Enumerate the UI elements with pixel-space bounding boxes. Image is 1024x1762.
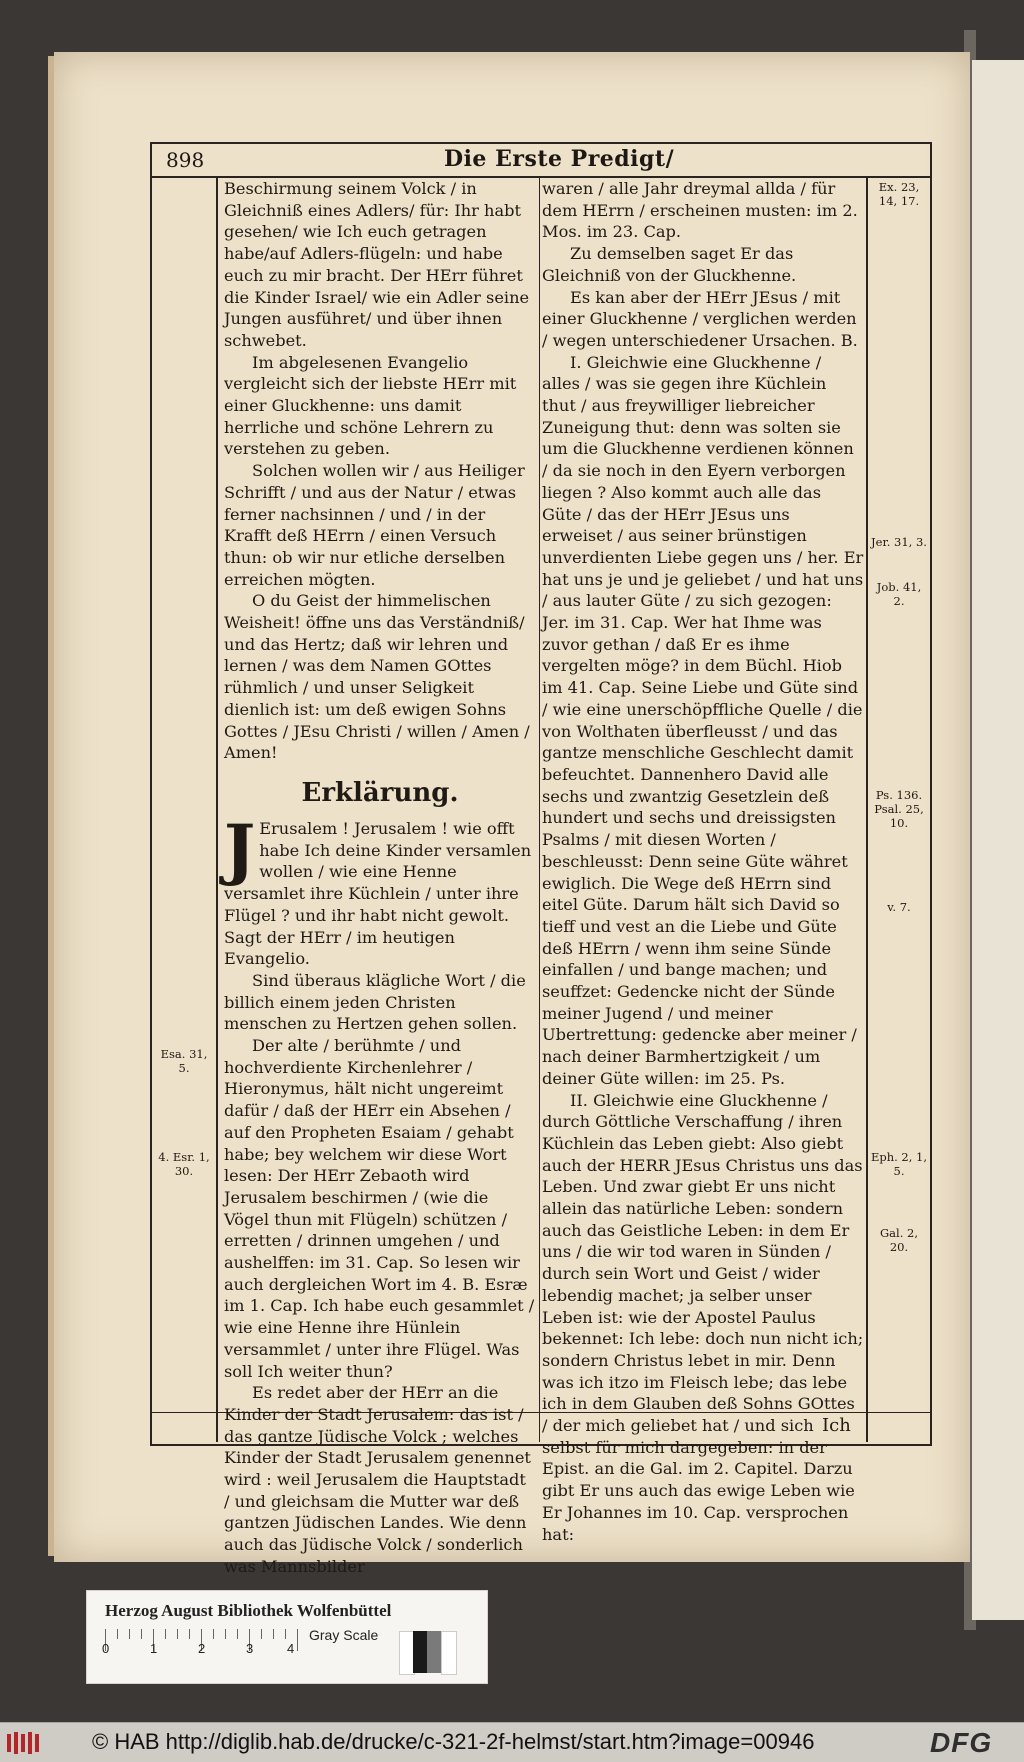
scale-ruler [105, 1629, 315, 1655]
paragraph-with-dropcap [224, 809, 536, 970]
margin-note: 4. Esr. 1, 30. [158, 1150, 210, 1178]
hab-logo-icon [6, 1730, 46, 1756]
margin-note: v. 7. [887, 900, 911, 914]
ruler-tick [129, 1629, 130, 1639]
ruler-tick [177, 1629, 178, 1639]
ruler-tick [285, 1629, 286, 1639]
ruler-tick [225, 1629, 226, 1639]
margin-note: Job. 41, 2. [876, 580, 922, 608]
paragraph: waren / alle Jahr dreymal allda / für dem HErrn / erscheinen musten: im 2. Mos. im 23. Cap. [542, 179, 858, 242]
scale-label: 4 [287, 1641, 295, 1656]
ruler-tick [141, 1629, 142, 1639]
ruler-tick [165, 1629, 166, 1639]
gray-swatch [427, 1631, 441, 1673]
paragraph: I. Gleichwie eine Gluckhenne / alles / was sie gegen ihre Küchlein thut / aus freywilliger liebreicher Zuneigung thut: denn was solten sie um die Gluckhenne verdienen können / da sie noch in den Eyern verborgen liegen ? Also kommt auch alle das Güte / das der HErr JEsus uns erweiset / aus seiner brünstigen unverdienten Liebe gegen uns / her. Er hat uns je und je geliebet / und hat uns / aus lauter Güte / zu sich gezogen: Jer. im 31. Cap. Wer hat Ihme was zuvor gethan / daß Er es ihme vergelten möge? in dem Büchl. Hiob im 41. Cap. Seine Liebe und Güte sind / wie eine unerschöpffliche Quelle / die von Wolthaten überfleusst / und das gantze menschliche Geschlecht damit befeuchtet. Dannenhero David alle sechs und zwantzig Gesetzlein deß hundert und sechs und dreissigsten Psalms / mit diesen Worten / beschleusst: Denn seine Güte währet ewiglich. Die Wege deß HErrn sind eitel Güte. Darum hält sich David so tieff und vest an die Liebe und Güte deß HErrn / wenn ihm seine Sünde einfallen / und bange machen; und seuffzet: Gedencke nicht der Sünde meiner Jugend / und meiner Ubertrettung: gedencke aber meiner / nach deiner Barmhertzigkeit / um deiner Güte willen: im 25. Ps. [542, 352, 864, 1088]
drop-capital: J [224, 809, 256, 888]
paragraph: Der alte / berühmte / und hochverdiente Kirchenlehrer / Hieronymus, hält nicht ungereimt dafür / daß der HErr ein Absehen / auf den Propheten Esaiam / gehabt habe; bey welchem wir diese Wort lesen: Der HErr Zebaoth wird Jerusalem beschirmen / (wie die Vögel thun mit Flügeln) schützen / erretten / drinnen umgehen / und aushelffen: im 31. Cap. So lesen wir auch dergleichen Wort im 4. B. Esræ im 1. Cap. Ich habe euch gesammlet / wie eine Henne ihre Hünlein versammlet / unter ihre Flügel. Was soll Ich weiter thun? [224, 1036, 535, 1381]
margin-note: Esa. 31, 5. [160, 1047, 208, 1075]
scale-label: 2 [198, 1641, 206, 1656]
gray-swatch [413, 1631, 427, 1673]
left-margin-rule [216, 178, 218, 1442]
text-column-left [224, 178, 536, 1576]
margin-note: Eph. 2, 1, 5. [870, 1150, 928, 1178]
margin-note: Gal. 2, 20. [879, 1226, 918, 1254]
margin-note: Jer. 31, 3. [871, 535, 927, 549]
paragraph: Beschirmung seinem Volck / in Gleichniß eines Adlers/ für: Ihr habt gesehen/ wie Ich euch getragen habe/auf Adlers-flügeln: und habe euch zu mir bracht. Der HErr führet die Kinder Israel/ wie ein Adler seine Jungen ausführet/ und über ihnen schwebet. [224, 179, 530, 350]
gray-swatch [441, 1631, 457, 1675]
paragraph-text: Erusalem ! Jerusalem ! wie offt habe Ich deine Kinder versamlen wollen / wie eine Henne versamlet ihre Küchlein / unter ihre Flügel ? und ihr habt nicht gewolt. Sagt der HErr / im heutigen Evangelio. [224, 818, 532, 969]
paragraph: Es redet aber der HErr an die Kinder der Stadt Jerusalem: das ist / das gantze Jüdische Volck ; welches Kinder der Stadt Jerusalem genennet wird : weil Jerusalem die Hauptstadt / und gleichsam die Mutter war deß gantzen Jüdischen Landes. Wie denn auch das Jüdische Volck / sonderlich was Mannsbilder [224, 1383, 531, 1576]
footer-bar [0, 1722, 1024, 1762]
copyright-url[interactable]: © HAB http://diglib.hab.de/drucke/c-321-2f-helmst/start.htm?image=00946 [92, 1729, 815, 1754]
color-reference-bar [86, 1590, 488, 1684]
catchword: Ich [822, 1415, 851, 1436]
paragraph: Zu demselben saget Er das Gleichniß von der Gluckhenne. [542, 244, 797, 285]
scale-label: 3 [246, 1641, 254, 1656]
ruler-tick [297, 1629, 298, 1651]
paragraph: Im abgelesenen Evangelio vergleicht sich der liebste HErr mit einer Gluckhenne: uns damit herrliche und schöne Lehrern zu verstehen zu geben. [224, 352, 517, 459]
dfg-logo: DFG [930, 1727, 993, 1758]
paragraph: O du Geist der himmelischen Weisheit! öffne uns das Verständniß/ und das Hertz; daß wir lehren und lernen / was dem Namen GOttes rühmlich / und unser Seligkeit dienlich ist: um deß ewigen Sohns Gottes / JEsu Christi / willen / Amen / Amen! [224, 591, 530, 763]
ruler-tick [273, 1629, 274, 1639]
ruler-tick [117, 1629, 118, 1639]
paragraph: Solchen wollen wir / aus Heiliger Schrifft / und aus der Natur / etwas ferner nachsinnen / und / in der Krafft deß HErrn / einen Versuch thun: ob wir nur etliche derselben erreichen mögten. [224, 461, 525, 589]
section-heading: Erklärung. [301, 777, 459, 808]
page-number: 898 [166, 148, 205, 172]
paragraph: Es kan aber der HErr JEsus / mit einer Gluckhenne / verglichen werden / wegen unterschiedener Ursachen. B. [542, 287, 858, 350]
gray-scale-label: Gray Scale [309, 1627, 379, 1643]
next-page-edge [972, 60, 1024, 1620]
ruler-tick [189, 1629, 190, 1639]
margin-note: Ex. 23, 14, 17. [878, 180, 920, 208]
running-head [150, 146, 930, 176]
ruler-tick [261, 1629, 262, 1639]
text-column-right [542, 178, 864, 1544]
scale-label: 0 [102, 1641, 110, 1656]
right-margin-rule [866, 178, 868, 1442]
running-head-title: Die Erste Predigt/ [444, 146, 675, 172]
ruler-tick [213, 1629, 214, 1639]
margin-note: Ps. 136. Psal. 25, 10. [874, 788, 924, 830]
paragraph: Sind überaus klägliche Wort / die billich einem jeden Christen menschen zu Hertzen gehen sollen. [224, 970, 526, 1034]
scale-label: 1 [150, 1641, 158, 1656]
paragraph: II. Gleichwie eine Gluckhenne / durch Göttliche Verschaffung / ihren Küchlein das Leben giebt: Also giebt auch der HERR JEsus Christus uns das Leben. Und zwar giebt Er uns nicht allein das natürliche Leben: sondern auch das Geistliche Leben: in dem Er uns / die wir tod waren in Sünden / durch sein Wort und Geist / wider lebendig machet; ja selber unser Leben ist: wie der Apostel Paulus bekennet: Ich lebe: doch nun nicht ich; sondern Christus lebet in mir. Denn was ich itzo im Fleisch lebe; das lebe ich in dem Glauben deß Sohns GOttes / der mich geliebet hat / und sich selbst für mich dargegeben: in der Epist. an die Gal. im 2. Capitel. Darzu gibt Er uns auch das ewige Leben wie Er Johannes im 10. Cap. versprochen hat: [542, 1090, 864, 1544]
library-name: Herzog August Bibliothek Wolfenbüttel [105, 1601, 392, 1620]
column-divider [539, 178, 540, 1442]
ruler-tick [237, 1629, 238, 1639]
